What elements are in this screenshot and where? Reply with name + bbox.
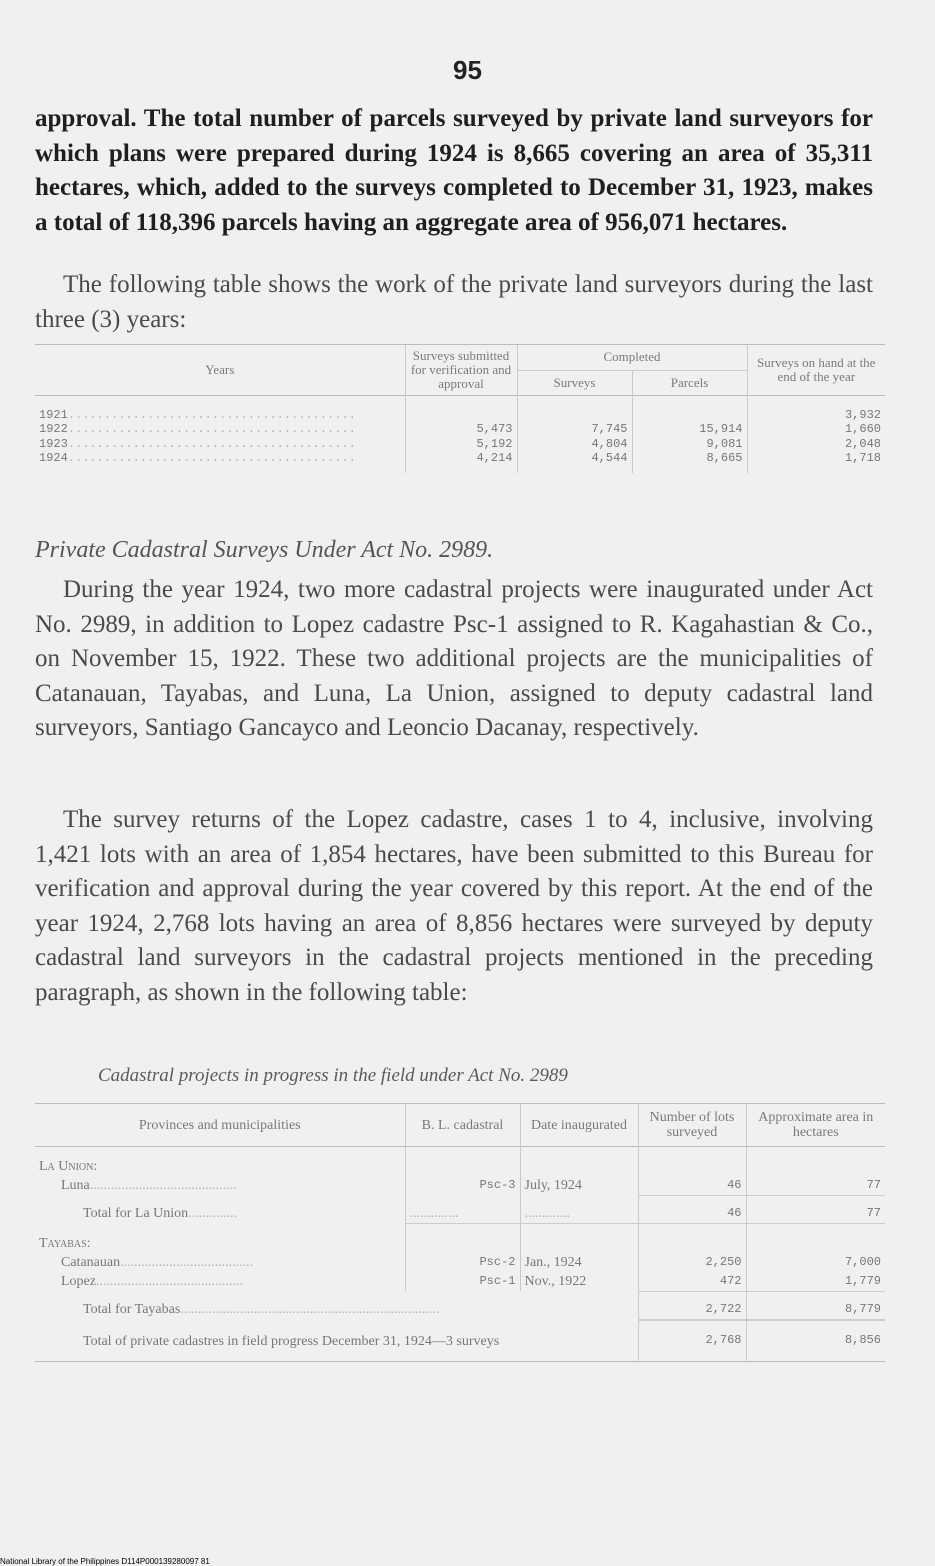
- province-label: La Union:: [39, 1159, 98, 1174]
- table-row: Luna.......................................... Psc-3 July, 1924 46 77: [35, 1176, 885, 1196]
- submitted-cell: 5,473: [405, 422, 517, 436]
- header-years: Years: [35, 345, 405, 396]
- paragraph-survey-returns: The survey returns of the Lopez cadastre, cases 1 to 4, inclusive, involving 1,421 lots with an area of 1,854 hectares, have been submitted to this Bureau for verification and approval during the year covered by this report. At the end of the year 1924, 2,768 lots having an area of 8,856 hectares were surveyed by deputy cadastral land surveyors in the cadastral projects mentioned in the preceding paragraph, as shown in the following table:: [35, 806, 873, 1006]
- table-row: Lopez.......................................... Psc-1 Nov., 1922 472 1,779: [35, 1272, 885, 1292]
- date-cell: Nov., 1922: [520, 1272, 638, 1292]
- table-row: 1922........................................ 5,473 7,745 15,914 1,660: [35, 422, 885, 436]
- on-hand-cell: 1,660: [747, 422, 885, 436]
- area-cell: 7,000: [746, 1253, 885, 1272]
- header-bl-cadastral: B. L. cadastral: [405, 1104, 520, 1147]
- footer-watermark: National Library of the Philippines D114P000139280097 81: [0, 1557, 210, 1566]
- header-submitted: Surveys submitted for verification and approval: [405, 345, 517, 396]
- header-provinces: Provinces and municipalities: [138, 1117, 301, 1133]
- area-cell: 1,779: [746, 1272, 885, 1292]
- private-surveyors-table: [35, 344, 885, 473]
- total-label: Total for La Union: [83, 1206, 189, 1221]
- municipality-name: Luna: [61, 1178, 90, 1194]
- province-row: [35, 1224, 885, 1253]
- year-cell: 1924: [39, 450, 68, 465]
- header-on-hand: Surveys on hand at the end of the year: [747, 345, 885, 396]
- municipality-name: Catanauan: [61, 1254, 121, 1270]
- surveys-cell: [517, 396, 632, 423]
- submitted-cell: [405, 396, 517, 423]
- year-cell: 1921: [39, 408, 68, 422]
- lots-cell: 2,250: [638, 1253, 746, 1272]
- parcels-cell: 9,081: [632, 437, 747, 451]
- grand-total-row: [35, 1320, 885, 1362]
- on-hand-cell: 2,048: [747, 437, 885, 451]
- date-cell: Jan., 1924: [520, 1253, 638, 1272]
- date-cell: July, 1924: [520, 1176, 638, 1196]
- table-row: 1923........................................ 5,192 4,804 9,081 2,048: [35, 437, 885, 451]
- header-completed: Completed: [517, 345, 747, 371]
- area-cell: 8,779: [746, 1291, 885, 1320]
- table-caption: Cadastral projects in progress in the field under Act No. 2989: [98, 1065, 568, 1086]
- municipality-name: Lopez: [61, 1273, 96, 1289]
- surveys-cell: 4,804: [517, 437, 632, 451]
- parcels-cell: 15,914: [632, 422, 747, 436]
- table-row: 1921........................................ 3,932: [35, 396, 885, 423]
- bl-cell: Psc-2: [405, 1253, 520, 1272]
- cadastral-projects-table: [35, 1103, 885, 1362]
- header-date-inaugurated: Date inaugurated: [520, 1104, 638, 1147]
- paragraph-approval: approval. The total number of parcels surveyed by private land surveyors for which plans were prepared during 1924 is 8,665 covering an area of 35,311 hectares, which, added to the surveys completed to December 31, 1923, makes a total of 118,396 parcels having an aggregate area of 956,071 hectares.: [35, 105, 873, 236]
- page-number: 95: [453, 55, 482, 85]
- parcels-cell: [632, 396, 747, 423]
- section-heading: Private Cadastral Surveys Under Act No. 2989.: [35, 537, 494, 563]
- paragraph-table-intro: The following table shows the work of the private land surveyors during the last three (3) years:: [35, 271, 873, 333]
- paragraph-cadastral-projects: During the year 1924, two more cadastral projects were inaugurated under Act No. 2989, in addition to Lopez cadastre Psc-1 assigned to R. Kagahastian & Co., on November 15, 1922. These two additional projects are the municipalities of Catanauan, Tayabas, and Luna, La Union, assigned to deputy cadastral land surveyors, Santiago Gancayco and Leoncio Dacanay, respectively.: [35, 576, 873, 742]
- total-row: Total for La Union.............. .............. ............. 46 77: [35, 1196, 885, 1224]
- on-hand-cell: 1,718: [747, 451, 885, 473]
- lots-cell: 2,722: [638, 1291, 746, 1320]
- year-cell: 1923: [39, 436, 68, 451]
- province-row: [35, 1147, 885, 1177]
- surveys-cell: 7,745: [517, 422, 632, 436]
- lots-cell: 472: [638, 1272, 746, 1292]
- lots-cell: 46: [638, 1176, 746, 1196]
- submitted-cell: 4,214: [405, 451, 517, 473]
- header-lots-surveyed: Number of lots surveyed: [638, 1104, 746, 1147]
- area-cell: 77: [746, 1196, 885, 1224]
- parcels-cell: 8,665: [632, 451, 747, 473]
- total-label: Total for Tayabas: [83, 1301, 181, 1317]
- bl-cell: Psc-3: [405, 1176, 520, 1196]
- on-hand-cell: 3,932: [747, 396, 885, 423]
- table-row: 1924........................................ 4,214 4,544 8,665 1,718: [35, 451, 885, 473]
- lots-cell: 46: [638, 1196, 746, 1224]
- bl-cell: Psc-1: [405, 1272, 520, 1292]
- year-cell: 1922: [39, 422, 68, 437]
- grand-total-label: Total of private cadastres in field progress December 31, 1924—3 surveys: [83, 1333, 500, 1349]
- province-label: Tayabas:: [39, 1235, 91, 1251]
- header-parcels: Parcels: [632, 370, 747, 396]
- header-area: Approximate area in hectares: [746, 1104, 885, 1147]
- total-row: Total for Tayabas.......................................................................... 2,722 8,779: [35, 1291, 885, 1320]
- lots-cell: 2,768: [638, 1320, 746, 1362]
- header-surveys: Surveys: [517, 370, 632, 396]
- surveys-cell: 4,544: [517, 451, 632, 473]
- submitted-cell: 5,192: [405, 437, 517, 451]
- table-row: Catanauan...................................... Psc-2 Jan., 1924 2,250 7,000: [35, 1253, 885, 1272]
- area-cell: 77: [746, 1176, 885, 1196]
- area-cell: 8,856: [746, 1320, 885, 1362]
